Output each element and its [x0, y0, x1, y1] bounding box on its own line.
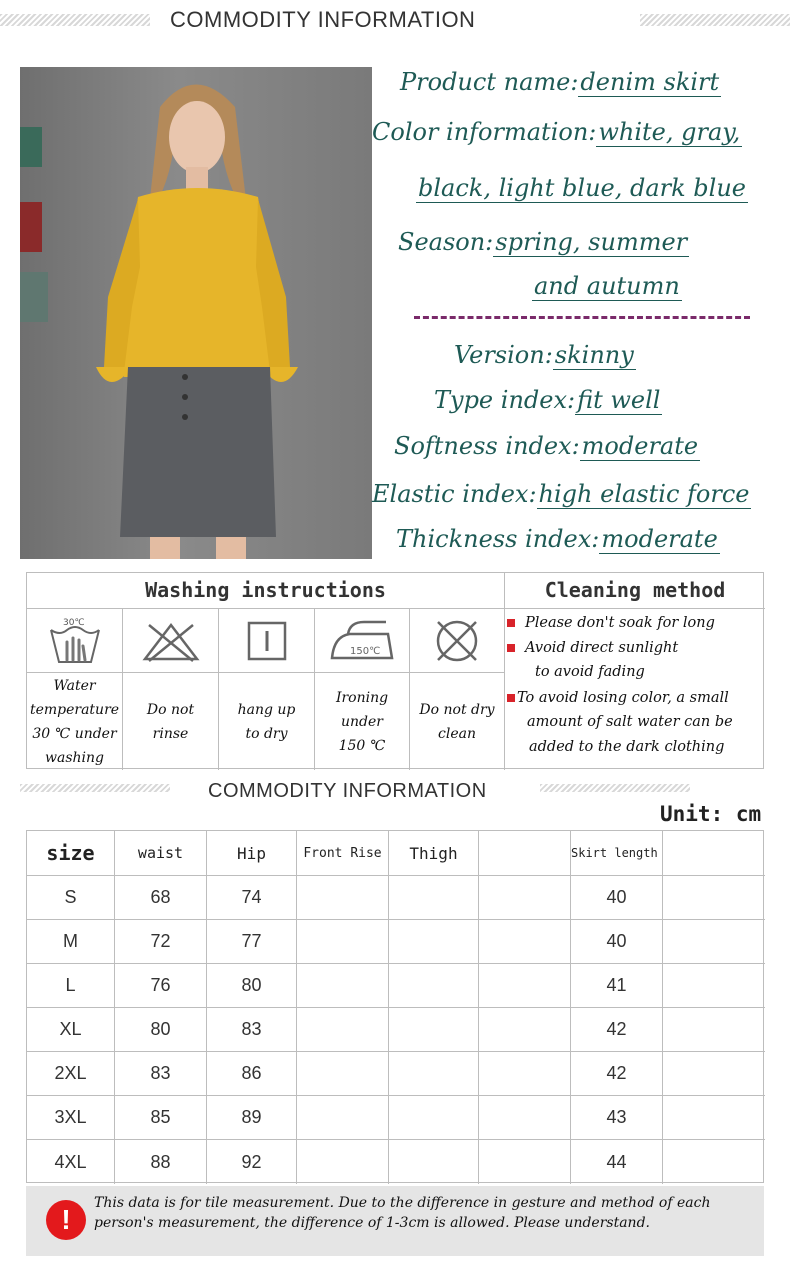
season-value-2: and autumn: [534, 272, 680, 300]
unit-label: Unit: cm: [660, 802, 762, 826]
size-table-cell: [479, 920, 571, 964]
size-table-header-cell: Hip: [207, 831, 297, 876]
size-table-cell: [297, 964, 389, 1008]
elastic-value: high elastic force: [538, 480, 750, 508]
no-bleach-icon-cell: [123, 609, 219, 673]
header-title: COMMODITY INFORMATION: [170, 7, 476, 32]
size-table-cell: 42: [571, 1052, 663, 1096]
size-table-cell: [663, 964, 765, 1008]
size-table-cell: 92: [207, 1140, 297, 1184]
cleaning-item: Please don't soak for long: [507, 615, 715, 631]
size-table-cell: XL: [27, 1008, 115, 1052]
version-label: Version:: [454, 341, 553, 369]
header-stripe-right: [640, 14, 790, 26]
iron-icon-cell: [315, 609, 410, 673]
size-table-cell: M: [27, 920, 115, 964]
size-table-header-cell: [663, 831, 765, 876]
version-value: skinny: [554, 341, 634, 369]
size-table-cell: 86: [207, 1052, 297, 1096]
size-table-cell: 68: [115, 876, 207, 920]
size-table-cell: 83: [207, 1008, 297, 1052]
thickness-value: moderate: [601, 525, 718, 553]
size-table-header-cell: Thigh: [389, 831, 479, 876]
iron-150-icon: [328, 618, 396, 664]
size-table-cell: [297, 1052, 389, 1096]
svg-text:30℃: 30℃: [62, 617, 85, 628]
cleaning-item: To avoid losing color, a small: [507, 690, 729, 706]
size-table-cell: [663, 1096, 765, 1140]
version-line: [454, 341, 636, 369]
no-dry-clean-icon: [432, 616, 482, 666]
size-table-header-cell: waist: [115, 831, 207, 876]
bullet-icon: [507, 619, 515, 627]
hang-dry-label: hang up to dry: [219, 673, 315, 770]
size-table-cell: 43: [571, 1096, 663, 1140]
size-table-cell: 80: [207, 964, 297, 1008]
no-dry-clean-icon-cell: [410, 609, 505, 673]
size-table-cell: 83: [115, 1052, 207, 1096]
type-line: [434, 386, 662, 414]
size-table-cell: [297, 920, 389, 964]
season-line: [398, 228, 689, 256]
size-table-cell: [389, 1008, 479, 1052]
size-table-cell: 80: [115, 1008, 207, 1052]
size-table-cell: [389, 964, 479, 1008]
softness-line: [394, 432, 700, 460]
size-table-cell: [297, 1140, 389, 1184]
size-table-cell: [389, 1140, 479, 1184]
size-table-cell: 40: [571, 876, 663, 920]
size-table-cell: 72: [115, 920, 207, 964]
size-table-cell: [479, 1140, 571, 1184]
product-name-line: [400, 68, 721, 96]
exclamation-icon: !: [46, 1200, 86, 1240]
bullet-icon: [507, 694, 515, 702]
color-line-2: [416, 174, 748, 202]
type-value: fit well: [577, 386, 661, 414]
product-name-label: Product name:: [400, 68, 579, 96]
size-table-header-cell: Skirt length: [571, 831, 663, 876]
size-table-cell: 4XL: [27, 1140, 115, 1184]
color-value-2: black, light blue, dark blue: [418, 174, 747, 202]
size-table-header-cell: size: [27, 831, 115, 876]
size-table-cell: 89: [207, 1096, 297, 1140]
product-name-value: denim skirt: [580, 68, 720, 96]
size-table-cell: [389, 1096, 479, 1140]
size-table-cell: [389, 920, 479, 964]
wash-30-label: Water temperature 30 ℃ under washing: [27, 673, 123, 770]
color-label: Color information:: [372, 118, 597, 146]
size-table-cell: [663, 876, 765, 920]
size-table-cell: [663, 920, 765, 964]
size-table-cell: S: [27, 876, 115, 920]
size-table-cell: [663, 1052, 765, 1096]
hang-dry-icon-cell: [219, 609, 315, 673]
no-bleach-icon: [141, 619, 201, 663]
season-value-1: spring, summer: [495, 228, 688, 256]
iron-label: Ironing under 150 ℃: [315, 673, 410, 770]
wash-icon-cell: [27, 609, 123, 673]
washing-table: [26, 572, 764, 769]
header-title: COMMODITY INFORMATION: [208, 780, 487, 802]
svg-text:150℃: 150℃: [350, 645, 381, 657]
size-table-cell: 74: [207, 876, 297, 920]
size-table-cell: [663, 1140, 765, 1184]
cleaning-item: added to the dark clothing: [529, 739, 725, 755]
cleaning-item: amount of salt water can be: [527, 714, 733, 730]
size-table-cell: [479, 1096, 571, 1140]
product-photo: [20, 67, 372, 559]
size-table-cell: L: [27, 964, 115, 1008]
no-dry-clean-label: Do not dry clean: [410, 673, 505, 770]
color-value-1: white, gray,: [598, 118, 741, 146]
measurement-note: [26, 1186, 764, 1256]
size-table-cell: [663, 1008, 765, 1052]
cleaning-title: Cleaning method: [505, 573, 765, 609]
washing-title: Washing instructions: [27, 573, 505, 609]
type-label: Type index:: [434, 386, 576, 414]
softness-label: Softness index:: [394, 432, 580, 460]
softness-value: moderate: [581, 432, 699, 460]
size-table-cell: 76: [115, 964, 207, 1008]
size-table-cell: [297, 876, 389, 920]
size-table-cell: [479, 876, 571, 920]
no-rinse-label: Do not rinse: [123, 673, 219, 770]
section-divider: [414, 316, 750, 319]
size-table-cell: [479, 1008, 571, 1052]
model-illustration: [20, 67, 372, 559]
size-table-cell: 85: [115, 1096, 207, 1140]
size-table-cell: [479, 964, 571, 1008]
thickness-label: Thickness index:: [396, 525, 600, 553]
elastic-label: Elastic index:: [372, 480, 537, 508]
size-table-header-cell: Front Rise: [297, 831, 389, 876]
size-table-cell: 2XL: [27, 1052, 115, 1096]
size-table-cell: [389, 876, 479, 920]
header-stripe-left: [0, 14, 150, 26]
bullet-icon: [507, 644, 515, 652]
wash-30-icon: [45, 616, 105, 666]
size-table-cell: [297, 1096, 389, 1140]
size-table-cell: [479, 1052, 571, 1096]
size-table-cell: [389, 1052, 479, 1096]
size-table-cell: [297, 1008, 389, 1052]
size-table-cell: 44: [571, 1140, 663, 1184]
size-table-header-cell: [479, 831, 571, 876]
size-table-cell: 88: [115, 1140, 207, 1184]
thickness-line: [396, 525, 720, 553]
size-table-cell: 77: [207, 920, 297, 964]
header-stripe-right: [540, 784, 690, 792]
hang-dry-icon: [245, 619, 289, 663]
size-table-cell: 40: [571, 920, 663, 964]
header-commodity-info-top: [0, 0, 790, 40]
season-label: Season:: [398, 228, 494, 256]
size-table-cell: 3XL: [27, 1096, 115, 1140]
color-line: [372, 118, 742, 146]
header-stripe-left: [20, 784, 170, 792]
size-table-cell: 42: [571, 1008, 663, 1052]
product-info: [372, 60, 790, 560]
note-text: This data is for tile measurement. Due to the difference in gesture and method of each person's measurement, the difference of 1-3cm is allowed. Please understand.: [94, 1195, 711, 1231]
season-line-2: [532, 272, 682, 300]
cleaning-item: to avoid fading: [535, 664, 645, 680]
elastic-line: [372, 480, 751, 508]
size-table-cell: 41: [571, 964, 663, 1008]
cleaning-item: Avoid direct sunlight: [507, 640, 678, 656]
size-table: [26, 830, 764, 1183]
